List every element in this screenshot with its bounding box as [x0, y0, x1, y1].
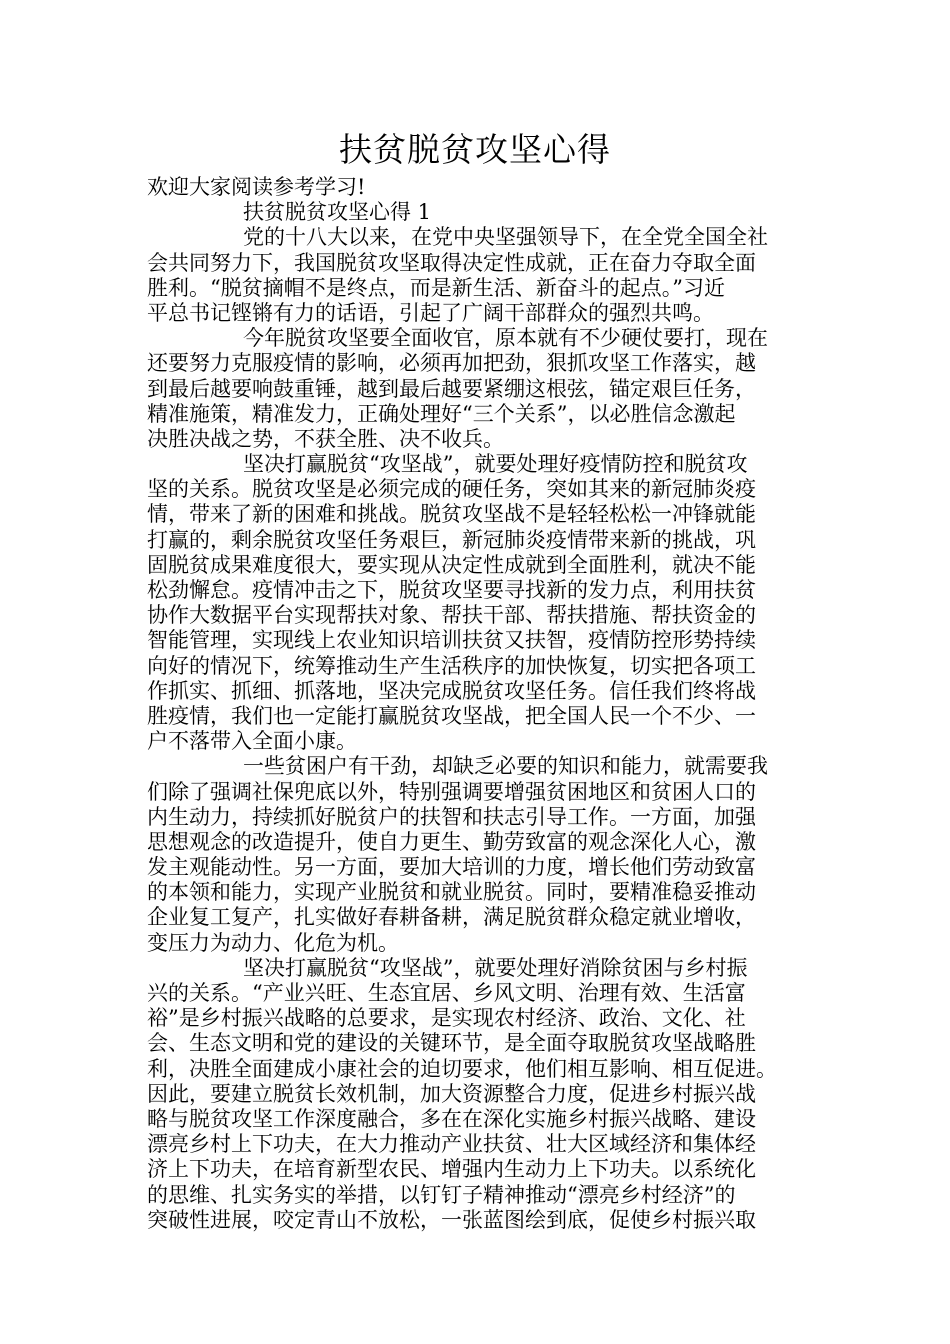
paragraph-line: 济上下功夫，在培育新型农民、增强内生动力上下功夫。以系统化 — [147, 1157, 756, 1182]
paragraph-line: 胜疫情，我们也一定能打赢脱贫攻坚战，把全国人民一个不少、一 — [147, 703, 756, 728]
paragraph-line: 的本领和能力，实现产业脱贫和就业脱贫。同时，要精准稳妥推动 — [147, 880, 756, 905]
paragraph-line: 还要努力克服疫情的影响，必须再加把劲，狠抓攻坚工作落实，越 — [147, 351, 756, 376]
paragraph-line: 坚决打赢脱贫“攻坚战”，就要处理好疫情防控和脱贫攻 — [243, 452, 748, 477]
paragraph-line: 们除了强调社保兜底以外，特别强调要增强贫困地区和贫困人口的 — [147, 779, 756, 804]
paragraph-line: 胜利。“脱贫摘帽不是终点，而是新生活、新奋斗的起点。”习近 — [147, 275, 725, 300]
paragraph-line: 坚的关系。脱贫攻坚是必须完成的硬任务，突如其来的新冠肺炎疫 — [147, 477, 756, 502]
paragraph — [147, 956, 810, 1233]
paragraph-line: 精准施策，精准发力，正确处理好“三个关系”，以必胜信念激起 — [147, 401, 736, 426]
paragraph-line: 利，决胜全面建成小康社会的迫切要求，他们相互影响、相互促进。 — [147, 1056, 777, 1081]
paragraph-line: 情，带来了新的困难和挑战。脱贫攻坚战不是轻轻松松一冲锋就能 — [147, 502, 756, 527]
paragraph-line: 党的十八大以来，在党中央坚强领导下，在全党全国全社 — [243, 225, 768, 250]
paragraph-line: 固脱贫成果难度很大，要实现从决定性成就到全面胜利，就决不能 — [147, 552, 756, 577]
section-subtitle: 扶贫脱贫攻坚心得 1 — [243, 200, 432, 225]
paragraph-line: 略与脱贫攻坚工作深度融合，多在在深化实施乡村振兴战略、建设 — [147, 1106, 756, 1131]
paragraph — [147, 754, 810, 956]
paragraph-line: 发主观能动性。另一方面，要加大培训的力度，增长他们劳动致富 — [147, 855, 756, 880]
paragraph-line: 企业复工复产，扎实做好春耕备耕，满足脱贫群众稳定就业增收， — [147, 905, 756, 930]
paragraph-line: 坚决打赢脱贫“攻坚战”，就要处理好消除贫困与乡村振 — [243, 955, 748, 980]
paragraph — [147, 225, 810, 326]
paragraph-line: 突破性进展，咬定青山不放松，一张蓝图绘到底，促使乡村振兴取 — [147, 1207, 756, 1232]
paragraph-line: 今年脱贫攻坚要全面收官，原本就有不少硬仗要打，现在 — [243, 326, 768, 351]
paragraph-line: 作抓实、抓细、抓落地，坚决完成脱贫攻坚任务。信任我们终将战 — [147, 678, 756, 703]
paragraph-line: 内生动力，持续抓好脱贫户的扶智和扶志引导工作。一方面，加强 — [147, 804, 756, 829]
paragraph-line: 的思维、扎实务实的举措，以钉钉子精神推动“漂亮乡村经济”的 — [147, 1182, 736, 1207]
paragraph-line: 裕”是乡村振兴战略的总要求，是实现农村经济、政治、文化、社 — [147, 1006, 746, 1031]
paragraph-line: 一些贫困户有干劲，却缺乏必要的知识和能力，就需要我 — [243, 754, 768, 779]
paragraph-line: 松劲懈怠。疫情冲击之下，脱贫攻坚要寻找新的发力点，利用扶贫 — [147, 578, 756, 602]
greeting-line: 欢迎大家阅读参考学习! — [147, 175, 366, 199]
paragraph-line: 会、生态文明和党的建设的关键环节，是全面夺取脱贫攻坚战略胜 — [147, 1031, 756, 1056]
paragraph-line: 漂亮乡村上下功夫，在大力推动产业扶贫、壮大区域经济和集体经 — [147, 1132, 756, 1157]
paragraph-line: 户不落带入全面小康。 — [147, 729, 357, 754]
paragraph-line: 兴的关系。“产业兴旺、生态宜居、乡风文明、治理有效、生活富 — [147, 981, 746, 1005]
paragraph-line: 打赢的，剩余脱贫攻坚任务艰巨，新冠肺炎疫情带来新的挑战，巩 — [147, 527, 756, 552]
paragraph — [147, 326, 810, 452]
paragraph-line: 智能管理，实现线上农业知识培训扶贫又扶智，疫情防控形势持续 — [147, 628, 756, 653]
paragraph-line: 会共同努力下，我国脱贫攻坚取得决定性成就，正在奋力夺取全面 — [147, 250, 756, 275]
paragraph-line: 向好的情况下，统筹推动生产生活秩序的加快恢复，切实把各项工 — [147, 653, 756, 678]
paragraph-line: 因此，要建立脱贫长效机制，加大资源整合力度，促进乡村振兴战 — [147, 1081, 756, 1106]
paragraph-line: 变压力为动力、化危为机。 — [147, 930, 399, 955]
paragraph-line: 决胜决战之势，不获全胜、决不收兵。 — [147, 426, 504, 451]
document-body — [147, 175, 810, 1233]
paragraph-line: 到最后越要响鼓重锤，越到最后越要紧绷这根弦，锚定艰巨任务， — [147, 376, 756, 401]
paragraph-list — [147, 225, 810, 1233]
paragraph-line: 平总书记铿锵有力的话语，引起了广阔干部群众的强烈共鸣。 — [147, 300, 714, 325]
paragraph-line: 思想观念的改造提升，使自力更生、勤劳致富的观念深化人心，激 — [147, 829, 756, 854]
paragraph — [147, 452, 810, 754]
page-title: 扶贫脱贫攻坚心得 — [339, 130, 611, 169]
paragraph-line: 协作大数据平台实现帮扶对象、帮扶干部、帮扶措施、帮扶资金的 — [147, 603, 756, 628]
